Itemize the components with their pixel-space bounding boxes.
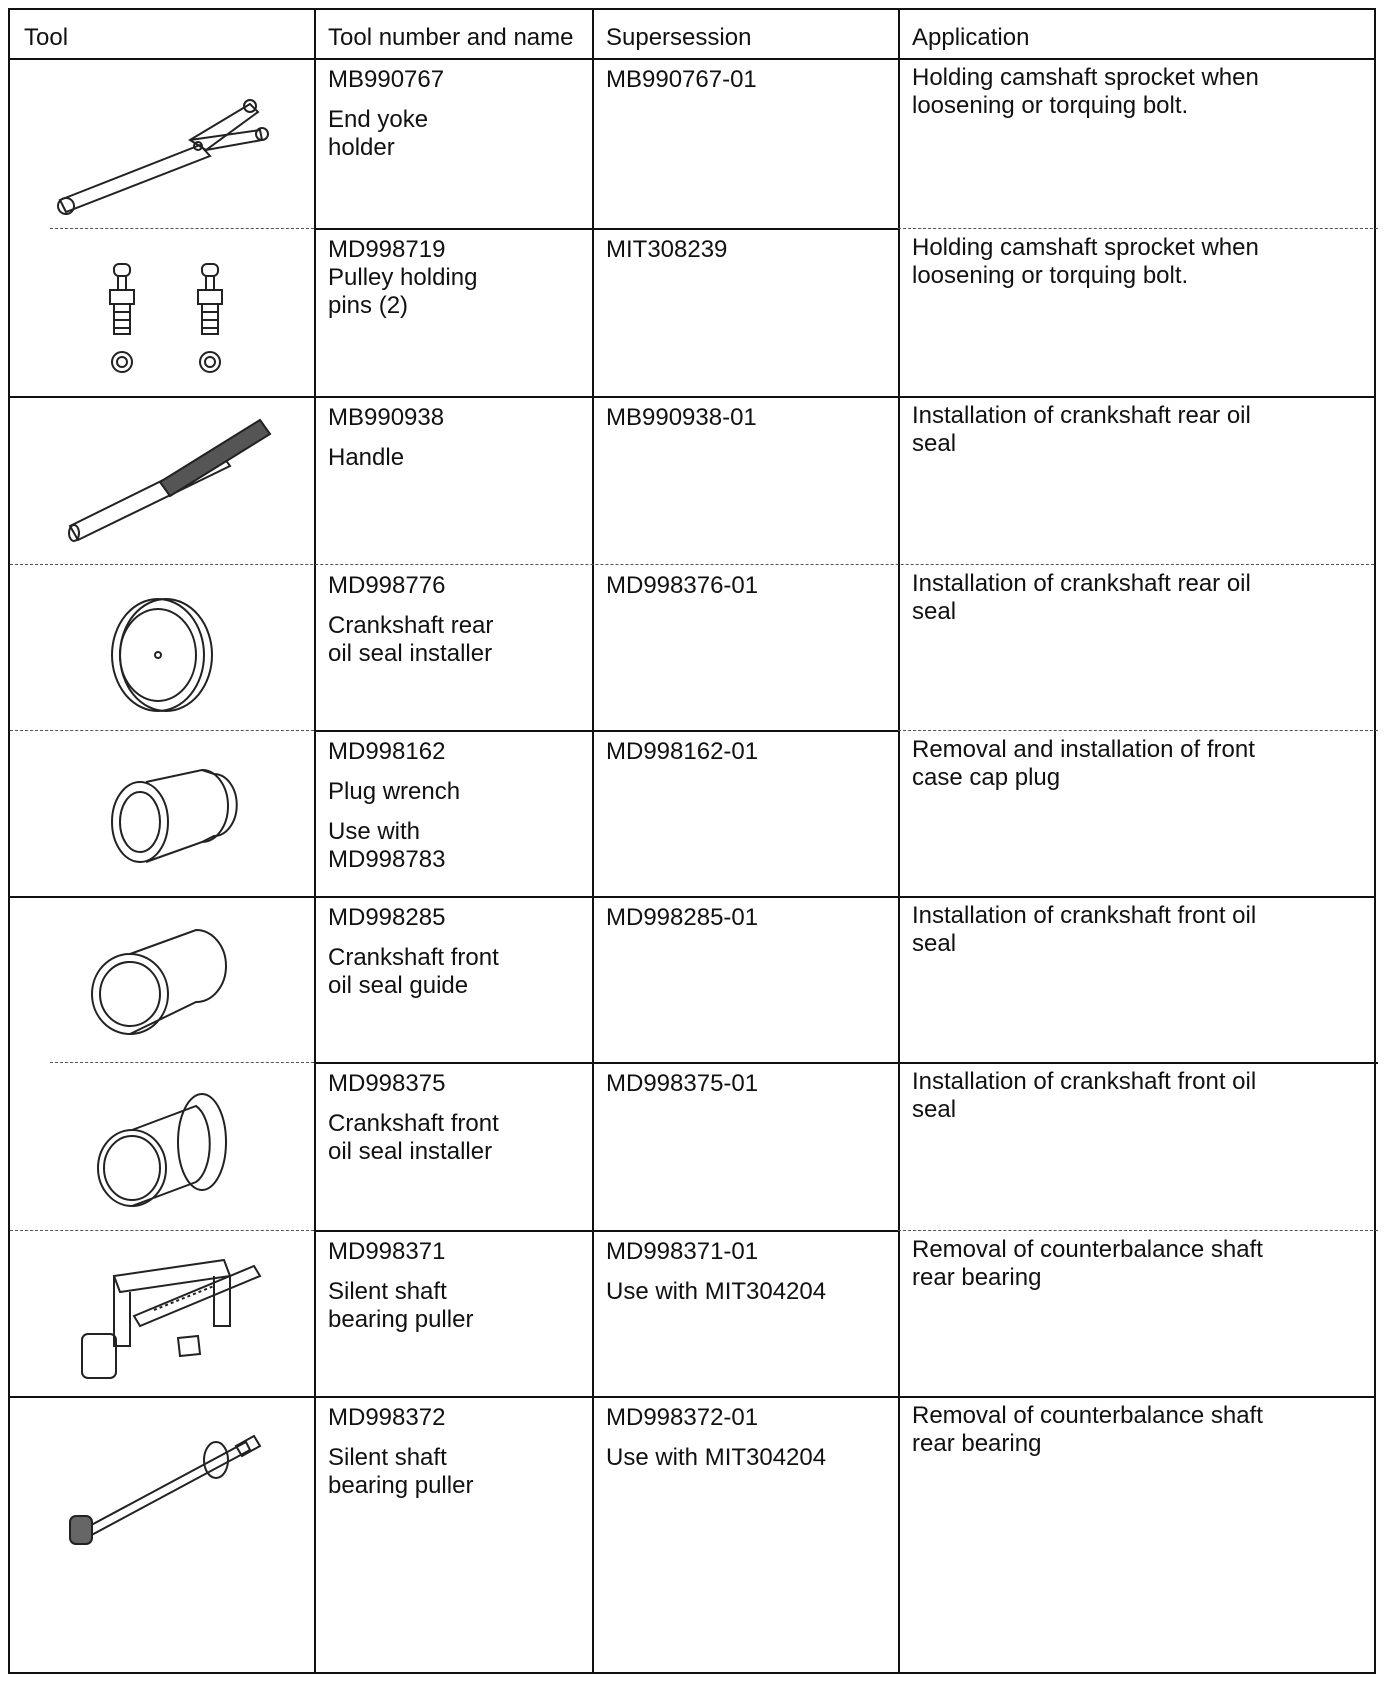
header-divider — [10, 58, 1374, 60]
supersession-value: MD998285-01 — [606, 904, 759, 931]
row-divider — [898, 1062, 1378, 1064]
application-text: Removal of counterbalance shaft — [912, 1402, 1263, 1429]
application-text: Removal of counterbalance shaft — [912, 1236, 1263, 1263]
tool-name: oil seal guide — [328, 972, 469, 999]
application-text: Installation of crankshaft rear oil — [912, 402, 1251, 429]
header-application: Application — [912, 24, 1030, 51]
plug-wrench-icon — [106, 760, 236, 875]
column-divider — [592, 10, 594, 1672]
tool-name: Crankshaft rear — [328, 612, 494, 639]
tool-name: holder — [328, 134, 395, 161]
header-supersession: Supersession — [606, 24, 752, 51]
handle-icon — [60, 414, 280, 549]
application-text: loosening or torquing bolt. — [912, 92, 1189, 119]
header-tool-number-and-name: Tool number and name — [328, 24, 574, 51]
application-text: seal — [912, 598, 957, 625]
row-divider — [898, 730, 1378, 731]
supersession-value: MD998371-01 — [606, 1238, 759, 1265]
row-divider — [10, 1396, 1374, 1398]
tool-number: MD998371 — [328, 1238, 446, 1265]
tool-note: MD998783 — [328, 846, 446, 873]
application-text: Removal and installation of front — [912, 736, 1255, 763]
front-oil-seal-installer-icon — [92, 1086, 242, 1221]
tool-name: oil seal installer — [328, 640, 493, 667]
row-divider — [314, 228, 898, 230]
application-text: Installation of crankshaft front oil — [912, 902, 1257, 929]
supersession-note: Use with MIT304204 — [606, 1278, 827, 1305]
row-divider — [898, 228, 1378, 229]
supersession-value: MB990938-01 — [606, 404, 757, 431]
row-divider — [10, 396, 1374, 398]
tool-name: Crankshaft front — [328, 944, 499, 971]
tool-name: Crankshaft front — [328, 1110, 499, 1137]
front-oil-seal-guide-icon — [86, 922, 236, 1047]
application-text: Holding camshaft sprocket when — [912, 234, 1259, 261]
silent-shaft-bearing-puller-rod-icon — [66, 1420, 266, 1555]
application-text: seal — [912, 430, 957, 457]
tool-number: MD998285 — [328, 904, 446, 931]
tool-note: Use with — [328, 818, 421, 845]
column-divider — [898, 10, 900, 1672]
tool-number: MD998375 — [328, 1070, 446, 1097]
row-divider — [314, 1062, 898, 1064]
table-row — [328, 66, 444, 162]
application-text: rear bearing — [912, 1264, 1042, 1291]
tool-number: MB990767 — [328, 66, 445, 93]
application-text: Installation of crankshaft front oil — [912, 1068, 1257, 1095]
tool-number: MD998776 — [328, 572, 446, 599]
tool-name: Handle — [328, 444, 405, 471]
tool-number: MD998372 — [328, 1404, 446, 1431]
tool-name: Silent shaft — [328, 1278, 447, 1305]
supersession-note: Use with MIT304204 — [606, 1444, 827, 1471]
supersession-value: MB990767-01 — [606, 66, 757, 93]
tool-number: MD998162 — [328, 738, 446, 765]
end-yoke-holder-icon — [50, 90, 290, 225]
row-divider — [314, 1230, 898, 1232]
supersession-value: MD998376-01 — [606, 572, 759, 599]
row-divider — [10, 1230, 314, 1231]
pulley-holding-pins-icon — [100, 262, 250, 387]
supersession-value: MD998375-01 — [606, 1070, 759, 1097]
row-divider — [10, 896, 1374, 898]
tool-name: oil seal installer — [328, 1138, 493, 1165]
row-divider — [314, 730, 898, 732]
silent-shaft-bearing-puller-icon — [74, 1246, 274, 1391]
application-text: Installation of crankshaft rear oil — [912, 570, 1251, 597]
application-text: rear bearing — [912, 1430, 1042, 1457]
row-divider — [10, 730, 314, 731]
application-text: loosening or torquing bolt. — [912, 262, 1189, 289]
tool-name: End yoke — [328, 106, 429, 133]
tool-name: Plug wrench — [328, 778, 461, 805]
tool-name: bearing puller — [328, 1306, 474, 1333]
rear-oil-seal-installer-icon — [106, 590, 226, 725]
application-text: seal — [912, 930, 957, 957]
header-tool: Tool — [24, 24, 69, 51]
tool-name: bearing puller — [328, 1472, 474, 1499]
special-tools-table — [8, 8, 1376, 1674]
application-text: seal — [912, 1096, 957, 1123]
supersession-value: MIT308239 — [606, 236, 728, 263]
row-divider — [10, 564, 1374, 565]
supersession-value: MD998162-01 — [606, 738, 759, 765]
application-text: Holding camshaft sprocket when — [912, 64, 1259, 91]
tool-number: MD998719 — [328, 236, 446, 263]
supersession-value: MD998372-01 — [606, 1404, 759, 1431]
tool-number: MB990938 — [328, 404, 445, 431]
application-text: case cap plug — [912, 764, 1061, 791]
tool-name: Silent shaft — [328, 1444, 447, 1471]
tool-name: pins (2) — [328, 292, 409, 319]
row-divider — [50, 228, 314, 229]
tool-name: Pulley holding — [328, 264, 478, 291]
column-divider — [314, 10, 316, 1672]
row-divider — [50, 1062, 314, 1063]
row-divider — [898, 1230, 1378, 1231]
